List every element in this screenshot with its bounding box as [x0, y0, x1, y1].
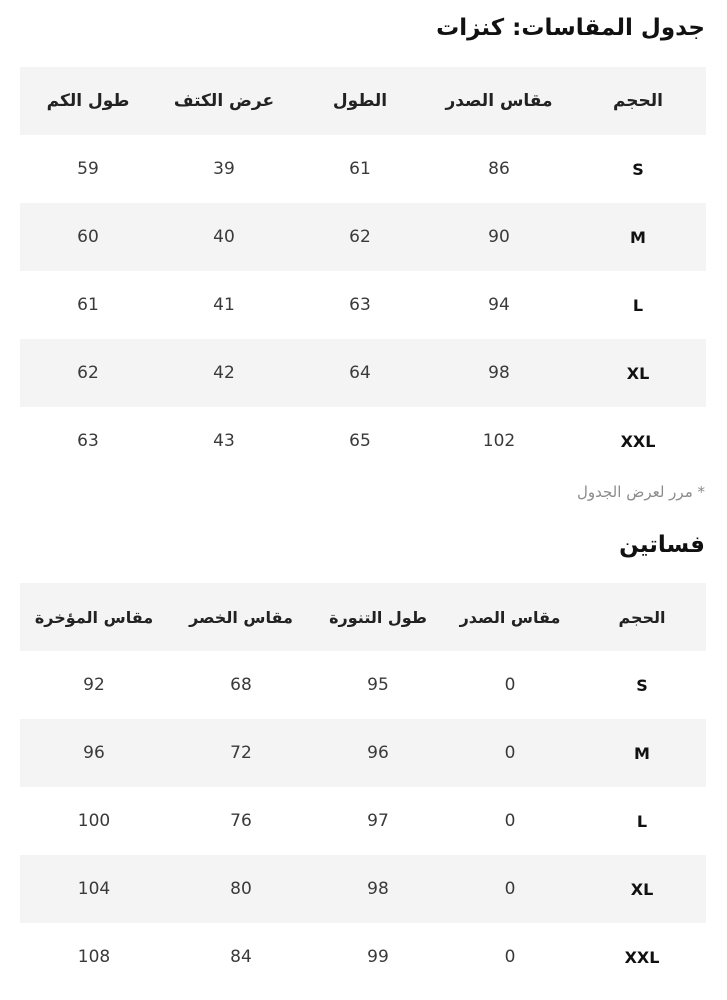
table-row [20, 203, 706, 271]
hips-cell: 104 [77, 879, 111, 899]
header-skirt-length: طول التنورة [329, 607, 427, 627]
sleeve-cell: 60 [77, 227, 99, 247]
size-cell: L [632, 295, 644, 315]
table-row [20, 923, 706, 991]
waist-cell: 68 [230, 675, 252, 695]
table-row [20, 339, 706, 407]
hips-cell: 96 [83, 743, 105, 763]
chest-cell: 0 [504, 675, 516, 695]
size-cell: L [636, 811, 648, 831]
header-waist: مقاس الخصر [189, 607, 293, 627]
length-cell: 64 [349, 363, 371, 383]
shoulder-cell: 43 [213, 431, 235, 451]
length-cell: 63 [349, 295, 371, 315]
skirt-length-cell: 96 [367, 743, 389, 763]
size-cell: S [636, 675, 648, 695]
header-size: الحجم [612, 91, 664, 111]
shoulder-cell: 41 [213, 295, 235, 315]
skirt-length-cell: 95 [367, 675, 389, 695]
size-cell: XL [626, 363, 650, 383]
size-cell: XL [630, 879, 654, 899]
header-size: الحجم [618, 607, 666, 627]
size-cell: M [634, 743, 650, 763]
header-length: الطول [332, 91, 388, 111]
sleeve-cell: 61 [77, 295, 99, 315]
size-cell: M [630, 227, 646, 247]
chest-cell: 0 [504, 947, 516, 967]
chest-cell: 86 [488, 159, 510, 179]
shoulder-cell: 40 [213, 227, 235, 247]
waist-cell: 72 [230, 743, 252, 763]
length-cell: 65 [349, 431, 371, 451]
dresses-size-table[interactable] [20, 583, 706, 991]
header-hips: مقاس المؤخرة [34, 607, 154, 627]
sweaters-size-table[interactable] [20, 67, 706, 475]
scroll-hint-note: * مرر لعرض الجدول [576, 483, 705, 501]
sleeve-cell: 63 [77, 431, 99, 451]
shoulder-cell: 39 [213, 159, 235, 179]
chest-cell: 0 [504, 811, 516, 831]
hips-cell: 108 [77, 947, 111, 967]
table-header-row [20, 583, 706, 651]
skirt-length-cell: 97 [367, 811, 389, 831]
chest-cell: 90 [488, 227, 510, 247]
sleeve-cell: 59 [77, 159, 99, 179]
size-cell: XXL [620, 431, 656, 451]
size-cell: XXL [624, 947, 660, 967]
table-row [20, 651, 706, 719]
length-cell: 62 [349, 227, 371, 247]
table-row [20, 135, 706, 203]
skirt-length-cell: 99 [367, 947, 389, 967]
chest-cell: 102 [482, 431, 516, 451]
table-row [20, 787, 706, 855]
header-shoulder-width: عرض الكتف [173, 91, 275, 111]
chest-cell: 0 [504, 879, 516, 899]
table-header-row [20, 67, 706, 135]
dresses-size-chart-title: فساتين [619, 532, 705, 558]
table-row [20, 271, 706, 339]
waist-cell: 84 [230, 947, 252, 967]
header-sleeve-length: طول الكم [46, 91, 130, 111]
header-chest: مقاس الصدر [445, 91, 553, 111]
chest-cell: 0 [504, 743, 516, 763]
waist-cell: 76 [230, 811, 252, 831]
table-row [20, 855, 706, 923]
length-cell: 61 [349, 159, 371, 179]
shoulder-cell: 42 [213, 363, 235, 383]
header-chest: مقاس الصدر [459, 607, 561, 627]
skirt-length-cell: 98 [367, 879, 389, 899]
table-row [20, 719, 706, 787]
table-row [20, 407, 706, 475]
hips-cell: 100 [77, 811, 111, 831]
sleeve-cell: 62 [77, 363, 99, 383]
sweaters-size-chart-title: جدول المقاسات: كنزات [436, 15, 705, 41]
size-cell: S [632, 159, 644, 179]
chest-cell: 94 [488, 295, 510, 315]
waist-cell: 80 [230, 879, 252, 899]
hips-cell: 92 [83, 675, 105, 695]
chest-cell: 98 [488, 363, 510, 383]
